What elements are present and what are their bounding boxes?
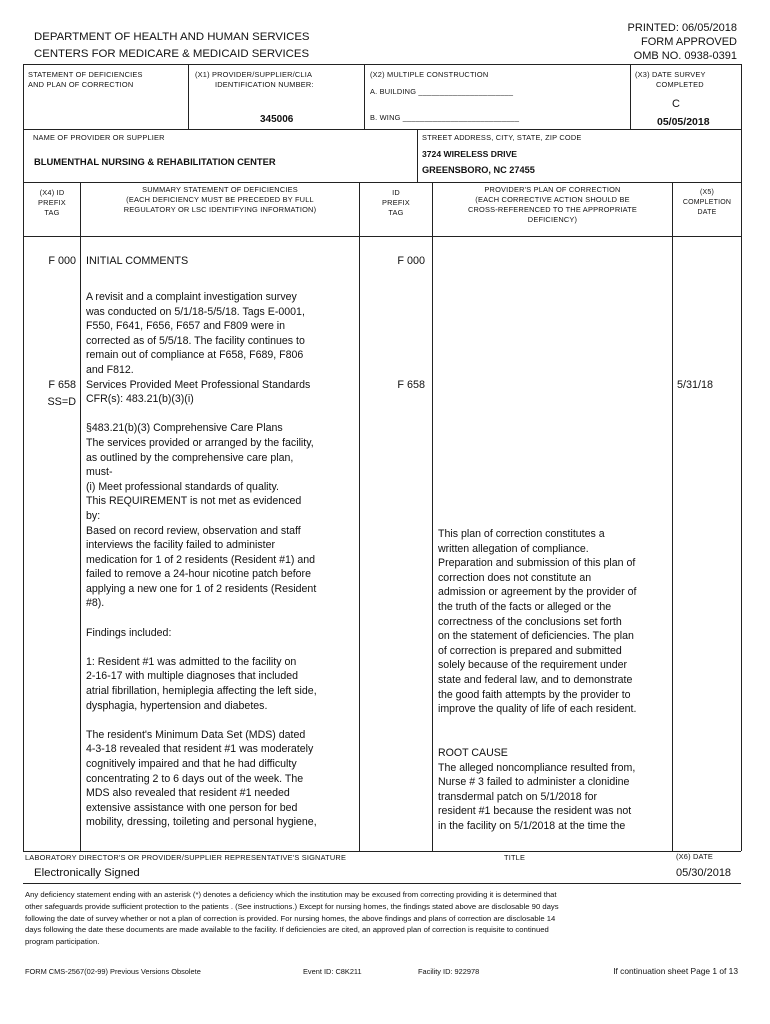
rule-signature-top [23, 851, 741, 852]
electronic-signature: Electronically Signed [34, 867, 140, 879]
department-line-1: DEPARTMENT OF HEALTH AND HUMAN SERVICES [34, 31, 310, 43]
summary-line: 2-16-17 with multiple diagnoses that included [86, 670, 299, 683]
rule-right-border [741, 64, 742, 851]
id-header [360, 188, 432, 218]
plan-line: admission or agreement by the provider of [438, 586, 637, 599]
plan-line: Nurse # 3 failed to administer a clonidine [438, 776, 630, 789]
id-header-line-3: TAG [388, 208, 404, 217]
summary-line: Based on record review, observation and staff [86, 524, 301, 537]
building-label: A. BUILDING ______________________ [370, 87, 514, 96]
rule-x1-left [188, 64, 189, 129]
disclaimer [25, 889, 740, 948]
plan-line: resident #1 because the resident was not [438, 805, 632, 818]
summary-line [86, 713, 356, 728]
x3-label-2: COMPLETED [656, 80, 704, 89]
summary-line: The resident's Minimum Data Set (MDS) dated [86, 728, 306, 741]
summary-line: Findings included: [86, 626, 172, 639]
x2-label: (X2) MULTIPLE CONSTRUCTION [370, 70, 489, 79]
tag-f658-left: F 658 [48, 379, 76, 391]
summary-line: The services provided or arranged by the facility, [86, 436, 314, 449]
statement-label-2: AND PLAN OF CORRECTION [28, 80, 134, 89]
x5-header-line-1: (X5) [699, 189, 715, 196]
tag-f658-right: F 658 [397, 379, 425, 391]
x3-survey-date: 05/05/2018 [657, 116, 710, 128]
summary-line: as outlined by the comprehensive care plan, [86, 451, 294, 464]
plan-header [433, 185, 672, 225]
printed-date: PRINTED: 06/05/2018 [627, 22, 737, 34]
page-indicator: If continuation sheet Page 1 of 13 [613, 966, 738, 976]
x4-header [24, 188, 80, 218]
plan-line: state and federal law, and to demonstrate [438, 673, 633, 686]
plan-line: correctness of the conclusions set forth [438, 615, 622, 628]
summary-line [86, 611, 356, 626]
summary-line: corrected as of 5/5/18. The facility continues to [86, 334, 305, 347]
x4-header-line-3: TAG [44, 208, 60, 217]
director-signature-label: LABORATORY DIRECTOR'S OR PROVIDER/SUPPLIER REPRESENTATIVE'S SIGNATURE [25, 853, 347, 862]
rule-col-plan [672, 182, 673, 851]
summary-header-line-2: (EACH DEFICIENCY MUST BE PRECEDED BY FULL [126, 195, 314, 204]
tag-f000-left: F 000 [48, 255, 76, 267]
rule-x2-left [364, 64, 365, 129]
plan-line: ROOT CAUSE [438, 746, 508, 759]
completion-date: 5/31/18 [677, 379, 714, 391]
x3-c: C [672, 98, 680, 110]
disclaimer-line: following the date of survey whether or not a plan of correction is provided. For nursing homes, the above findings and plans of correction are disclosable 14 [25, 913, 556, 923]
tag-f000-right: F 000 [397, 255, 425, 267]
disclaimer-line: program participation. [25, 937, 100, 947]
x5-header-line-2: COMPLETION [682, 199, 732, 206]
initial-comments: INITIAL COMMENTS [86, 255, 189, 267]
x4-header-line-1: (X4) ID [39, 188, 65, 197]
summary-line: atrial fibrillation, hemiplegia affecting the left side, [86, 685, 317, 698]
summary-header-line-3: REGULATORY OR LSC IDENTIFYING INFORMATION) [123, 205, 317, 214]
summary-line: remain out of compliance at F658, F689, F806 [86, 349, 304, 362]
plan-header-line-3: CROSS-REFERENCED TO THE APPROPRIATE [467, 205, 638, 214]
rule-col-id [432, 182, 433, 851]
summary-line: mobility, dressing, toileting and personal hygiene, [86, 816, 317, 829]
plan-line: written allegation of compliance. [438, 542, 589, 555]
form-approved: FORM APPROVED [641, 36, 737, 48]
plan-of-correction [438, 527, 670, 833]
summary-line: extensive assistance with one person for bed [86, 801, 298, 814]
department-line-2: CENTERS FOR MEDICARE & MEDICAID SERVICES [34, 48, 310, 60]
rule-top [23, 64, 741, 65]
summary-line: F550, F641, F656, F657 and F809 were in [86, 320, 286, 333]
plan-line: the good faith attempts by the provider to [438, 688, 631, 701]
plan-line: The alleged noncompliance resulted from, [438, 761, 636, 774]
plan-line [438, 731, 670, 746]
plan-line [438, 717, 670, 732]
statement-label-1: STATEMENT OF DEFICIENCIES [28, 70, 143, 79]
summary-line: CFR(s): 483.21(b)(3)(i) [86, 393, 194, 406]
summary-line: failed to remove a 24-hour nicotine patch before [86, 568, 311, 581]
summary-line: dysphagia, hypertension and diabetes. [86, 699, 268, 712]
rule-signature-bottom [23, 883, 741, 884]
summary-line: by: [86, 509, 101, 522]
wing-label: B. WING ___________________________ [370, 113, 520, 122]
disclaimer-line: other safeguards provide sufficient protection to the patients . (See instructions.) Except for nursing homes, the findings stated above are disclosable 90 days [25, 901, 559, 911]
plan-line: Preparation and submission of this plan of [438, 557, 636, 570]
summary-line: cognitively impaired and that he had difficulty [86, 758, 297, 770]
x1-label-1: (X1) PROVIDER/SUPPLIER/CLIA [195, 70, 313, 79]
rule-left-border [23, 64, 24, 851]
summary-line: Services Provided Meet Professional Standards [86, 378, 311, 391]
plan-line: in the facility on 5/1/2018 at the time the [438, 819, 626, 832]
title-label: TITLE [504, 853, 526, 862]
plan-line: improve the quality of life of each resident. [438, 703, 637, 716]
summary-line: interviews the facility failed to administer [86, 539, 276, 552]
summary-line: 4-3-18 revealed that resident #1 was moderately [86, 743, 314, 756]
x5-header [673, 188, 741, 218]
summary-line: This REQUIREMENT is not met as evidenced [86, 495, 302, 508]
disclaimer-line: days following the date these documents are made available to the facility. If deficiencies are cited, an approved plan of correction is requisite to continued [25, 925, 549, 935]
plan-line: solely because of the requirement under [438, 659, 628, 672]
x3-label-1: (X3) DATE SURVEY [635, 70, 706, 79]
summary-line: medication for 1 of 2 residents (Resident #1) and [86, 553, 316, 566]
plan-header-line-2: (EACH CORRECTIVE ACTION SHOULD BE [475, 195, 630, 204]
summary-line: (i) Meet professional standards of quality. [86, 480, 279, 493]
rule-col-summary [359, 182, 360, 851]
x1-label-2: IDENTIFICATION NUMBER: [215, 80, 314, 89]
summary-line: A revisit and a complaint investigation survey [86, 291, 297, 303]
plan-header-line-4: DEFICIENCY) [527, 215, 578, 224]
x4-header-line-2: PREFIX [38, 198, 66, 207]
plan-line: This plan of correction constitutes a [438, 528, 605, 540]
rule-below-provider [23, 182, 741, 183]
x5-header-line-3: DATE [697, 209, 717, 216]
summary-line: #8). [86, 597, 105, 610]
plan-line: on the statement of deficiencies. The plan [438, 630, 634, 643]
id-header-line-2: PREFIX [382, 198, 410, 207]
x1-provider-number: 345006 [260, 114, 294, 125]
summary-line: concentrating 2 to 6 days out of the week. The [86, 772, 304, 785]
summary-line [86, 640, 356, 655]
rule-below-ids [23, 129, 741, 130]
provider-name: BLUMENTHAL NURSING & REHABILITATION CENTER [34, 156, 276, 167]
summary-header [81, 185, 359, 215]
summary-line: 1: Resident #1 was admitted to the facility on [86, 655, 297, 668]
summary-line: MDS also revealed that resident #1 needed [86, 787, 290, 800]
plan-line: transdermal patch on 5/1/2018 for [438, 790, 598, 803]
form-number: FORM CMS-2567(02-99) Previous Versions Obsolete [25, 967, 201, 976]
plan-line: of correction is prepared and submitted [438, 644, 622, 657]
omb-number: OMB NO. 0938-0391 [633, 50, 737, 62]
id-header-line-1: ID [392, 188, 400, 197]
summary-header-line-1: SUMMARY STATEMENT OF DEFICIENCIES [142, 185, 298, 194]
plan-line: the truth of the facts or alleged or the [438, 600, 612, 613]
street-address: 3724 WIRELESS DRIVE [422, 149, 518, 159]
summary-line: and F812. [86, 363, 134, 376]
summary-line: was conducted on 5/1/18-5/5/18. Tags E-0001, [86, 305, 305, 318]
summary-line [86, 407, 356, 422]
plan-line: correction does not constitute an [438, 571, 592, 584]
rule-col-x4 [80, 182, 81, 851]
plan-header-line-1: PROVIDER'S PLAN OF CORRECTION [484, 185, 621, 194]
facility-id: Facility ID: 922978 [418, 967, 480, 976]
tag-scope-severity: SS=D [47, 396, 76, 408]
rule-x3-left [630, 64, 631, 129]
city-state-zip: GREENSBORO, NC 27455 [422, 165, 535, 175]
rule-below-column-headers [23, 236, 741, 237]
rule-provider-divider [417, 129, 418, 182]
event-id: Event ID: C8K211 [303, 967, 362, 976]
summary-line: applying a new one for 1 of 2 residents (Resident [86, 582, 317, 595]
provider-name-label: NAME OF PROVIDER OR SUPPLIER [33, 133, 165, 142]
signature-date: 05/30/2018 [676, 867, 732, 879]
summary-line: must- [86, 466, 113, 479]
address-label: STREET ADDRESS, CITY, STATE, ZIP CODE [422, 133, 582, 142]
x6-date-label: (X6) DATE [676, 852, 713, 861]
summary-statement [86, 290, 356, 830]
disclaimer-line: Any deficiency statement ending with an asterisk (*) denotes a deficiency which the institution may be excused from correcting providing it is determined that [25, 890, 557, 899]
summary-line: §483.21(b)(3) Comprehensive Care Plans [86, 422, 283, 435]
